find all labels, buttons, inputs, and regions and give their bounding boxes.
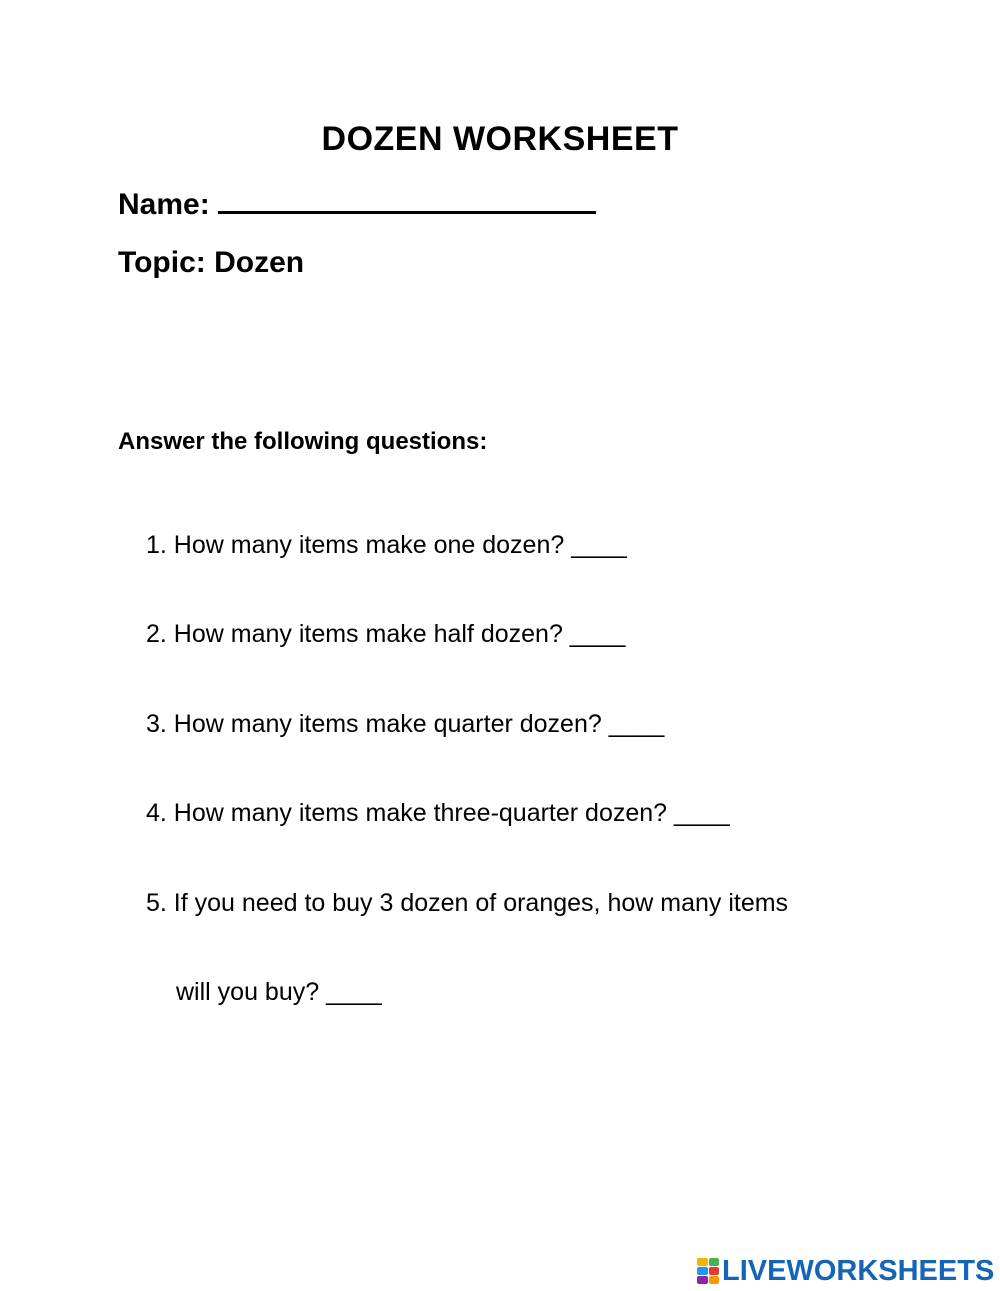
name-label: Name: [118,188,210,221]
question-1: 1. How many items make one dozen? ____ [146,531,627,559]
question-3: 3. How many items make quarter dozen? ____ [146,710,665,738]
question-4: 4. How many items make three-quarter dozen? ____ [146,799,730,827]
instructions-heading: Answer the following questions: [118,428,488,455]
brand-name: LIVEWORKSHEETS [722,1254,995,1287]
question-5: 5. If you need to buy 3 dozen of oranges, how many items [146,889,789,917]
liveworksheets-logo-icon [697,1258,719,1284]
worksheet-title: DOZEN WORKSHEET [321,120,679,158]
liveworksheets-brand [697,1255,994,1287]
topic-label: Topic: Dozen [118,246,305,279]
name-field [118,185,596,222]
question-5-continuation: will you buy? ____ [176,978,382,1006]
question-2: 2. How many items make half dozen? ____ [146,620,626,648]
name-blank-line[interactable] [218,185,596,214]
